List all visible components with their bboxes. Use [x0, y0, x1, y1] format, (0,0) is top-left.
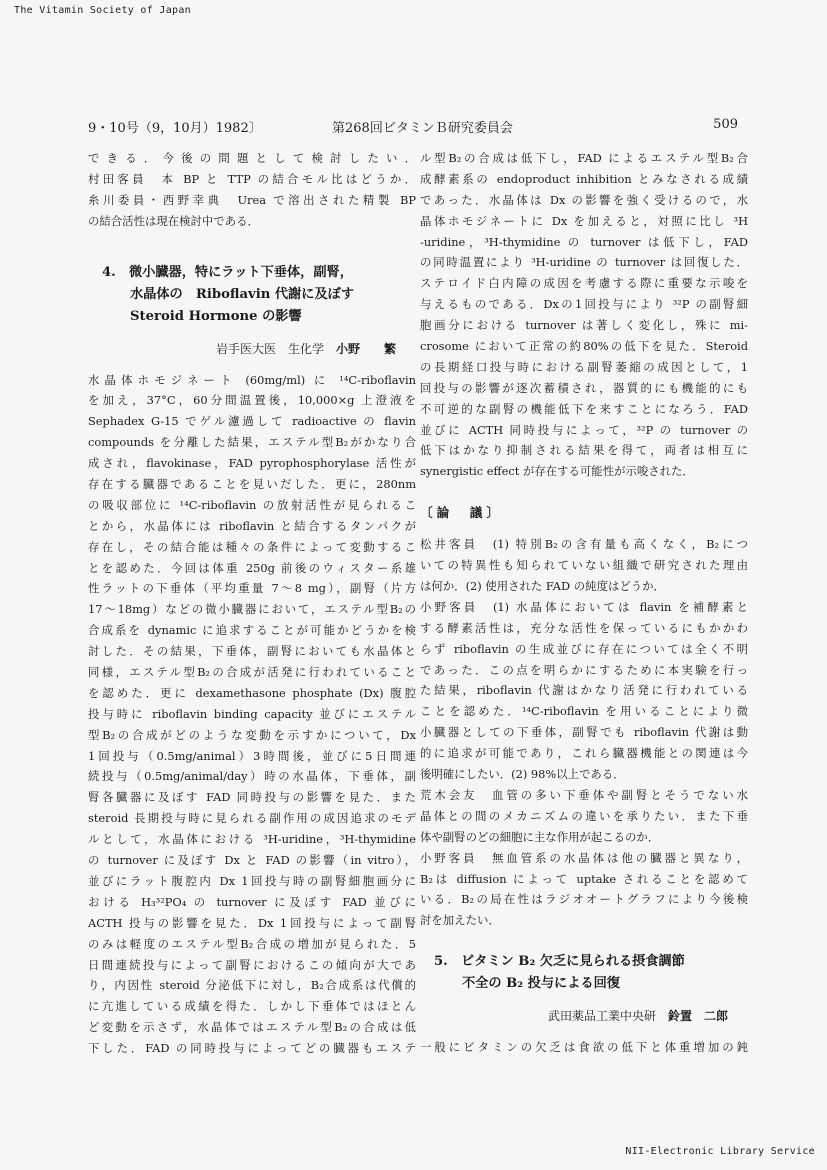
- text-line: の turnover に及ぼす Dx と FAD の影響（in vitro），: [88, 853, 416, 868]
- text-line: 続投与（0.5mg/animal/day）時の水晶体，下垂体，副: [88, 769, 416, 784]
- text-line: できる．今後の問題として検討したい．: [88, 151, 416, 165]
- text-line: 荒木会友 血管の多い下垂体や副腎とそうでない水: [420, 787, 748, 802]
- organization-watermark: The Vitamin Society of Japan: [14, 5, 191, 16]
- text-line: ル型B₂の合成は低下し，FAD によるエステル型B₂合: [420, 151, 748, 165]
- text-line: 的に追求が可能であり，これら臓器機能との関連は今: [420, 746, 748, 761]
- meeting-title: 第268回ビタミンＢ研究委員会: [332, 121, 513, 136]
- text-line: 一般にビタミンの欠乏は食欲の低下と体重増加の鈍: [420, 1040, 748, 1055]
- right-column: [420, 148, 748, 1058]
- article-4-author: [88, 338, 416, 360]
- text-line: の結合活性は現在検討中である．: [88, 213, 259, 228]
- text-line: ルとして，水晶体における ³H-uridine，³H-thymidine: [88, 832, 416, 847]
- text-line: する酵素活性は，充分な活性を保っているにもかかわ: [420, 620, 748, 635]
- text-line: 日間連続投与によって副腎におけるこの傾向が大であ: [88, 957, 416, 972]
- article-5-body: [420, 1037, 748, 1058]
- text-line: 晶体との間のメカニズムの違いを承りたい．また下垂: [420, 808, 748, 823]
- text-line: おける H₃³²PO₄ の turnover に及ぼす FAD 並びに: [88, 894, 416, 909]
- text-line: 並びにラット腹腔内 Dx 1回投与時の副腎細胞画分に: [88, 873, 416, 888]
- text-line: 下した．FAD の同時投与によってどの臓器もエステ: [88, 1041, 416, 1056]
- text-line: 胞画分における turnover は著しく変化し，殊に mi-: [420, 318, 748, 333]
- text-line: 与えるものである．Dxの1回投与により ³²P の副腎細: [420, 297, 748, 312]
- text-line: 糸川委員・西野幸典 Urea で溶出された精製 BP: [88, 192, 416, 207]
- text-line: 17～18mg）などの微小臓器において，エステル型B₂の: [88, 602, 416, 617]
- text-line: 小野客員 無血管系の水晶体は他の臓器と異なり，: [420, 850, 748, 865]
- article-4-body: [88, 370, 416, 1059]
- text-line: 合成系を dynamic に追求することが可能かどうかを検: [88, 623, 416, 638]
- text-line: compounds を分離した結果，エステル型B₂がかなり合: [88, 435, 416, 450]
- text-line: 性ラットの下垂体（平均重量 7～8 mg），副腎（片方: [88, 581, 416, 596]
- article-5-title: [420, 951, 748, 995]
- text-line: 同様，エステル型B₂の合成が活発に行われていること: [88, 665, 416, 680]
- text-line: ど変動を示さず，水晶体ではエステル型B₂の合成は低: [88, 1020, 416, 1035]
- text-line: らず riboflavin の生成並びに存在については全く不明: [420, 641, 748, 656]
- article-4-title: [88, 262, 416, 328]
- text-line: 型B₂の合成がどのような変動を示すかについて，Dx: [88, 727, 416, 742]
- text-line: いての特異性も知られていない組織で研究された理由: [420, 558, 748, 573]
- text-line: 存在する臓器であることを見いだした．更に，280nm: [88, 477, 416, 492]
- text-line: 存在し，その結合能は種々の条件によって変動するこ: [88, 539, 416, 554]
- text-line: 不可逆的な副腎の機能低下を来すことになろう．FAD: [420, 401, 748, 416]
- text-line: り，内因性 steroid 分泌低下に対し，B₂合成系は代償的: [88, 978, 416, 993]
- text-line: 松井客員 (1) 特別B₂の含有量も高くなく，B₂につ: [420, 537, 748, 552]
- text-line: 水晶体ホモジネート (60mg/ml) に ¹⁴C-riboflavin: [88, 372, 416, 387]
- text-line: 小野客員 (1) 水晶体においては flavin を補酵素と: [420, 599, 748, 614]
- issue-info: 9・10号（9，10月）1982〕: [88, 121, 262, 136]
- article-4-body-continued: [420, 148, 748, 482]
- text-line: を認めた．更に dexamethasone phosphate (Dx) 腹腔: [88, 685, 416, 700]
- text-line: に亢進している成績を得た．しかし下垂体ではほとん: [88, 999, 416, 1014]
- text-line: 投与時に riboflavin binding capacity 並びにエステル: [88, 706, 416, 721]
- text-line: steroid 長期投与時に見られる副作用の成因追求のモデ: [88, 811, 416, 826]
- text-line: 後明確にしたい．(2) 98%以上である．: [420, 767, 625, 782]
- library-footer: NII-Electronic Library Service: [625, 1146, 815, 1157]
- text-line: の同時温置により ³H-uridine の turnover は回復した．: [420, 255, 748, 270]
- text-line: 成酵素系の endoproduct inhibition とみなされる成績: [420, 171, 748, 186]
- text-line: 小臓器としての下垂体，副腎でも riboflavin 代謝は動: [420, 725, 748, 740]
- text-line: とを認めた．今回は体重 250g 前後のウィスター系雄: [88, 560, 416, 575]
- affiliation: 武田薬品工業中央研: [547, 1009, 668, 1024]
- text-line: であった．水晶体は Dx の影響を強く受けるので，水: [420, 192, 748, 207]
- text-line: 並びに ACTH 同時投与によって，³²P の turnover の: [420, 422, 748, 437]
- text-line: た結果，riboflavin 代謝はかなり活発に行われている: [420, 683, 748, 698]
- discussion-heading: 〔論 議〕: [420, 505, 503, 521]
- text-line: 1回投与（0.5mg/animal）3時間後，並びに5日間連: [88, 748, 416, 763]
- text-line: であった．この点を明らかにするために本実験を行っ: [420, 662, 748, 677]
- text-line: ことを認めた．¹⁴C-riboflavin を用いることにより微: [420, 704, 748, 719]
- title-line: 4. 微小臓器，特にラット下垂体，副腎，: [102, 264, 353, 280]
- author-name: 小野 繁: [335, 341, 396, 356]
- text-line: Sephadex G-15 でゲル濾過して radioactive の flavin: [88, 414, 416, 429]
- text-line: いる．B₂の局在性はラジオオートグラフにより今後検: [420, 892, 748, 907]
- discussion-body: [420, 534, 748, 931]
- title-line: 不全の B₂ 投与による回復: [462, 976, 620, 992]
- text-line: ACTH 投与の影響を見た．Dx 1回投与によって副腎: [88, 915, 416, 930]
- text-line: 成され，flavokinase，FAD pyrophosphorylase 活性が: [88, 456, 416, 471]
- text-line: とから，水晶体には riboflavin と結合するタンパクが: [88, 518, 416, 533]
- article-5-author: [420, 1005, 748, 1027]
- text-line: 腎各臓器に及ぼす FAD 同時投与の影響を見た．また: [88, 790, 416, 805]
- text-line: 討を加えたい．: [420, 913, 500, 928]
- text-line: -uridine，³H-thymidine の turnover は低下し，FAD: [420, 234, 748, 249]
- left-column: [88, 148, 416, 1059]
- affiliation: 岩手医大医 生化学: [215, 341, 336, 356]
- text-line: ステロイド白内障の成因を考慮する際に重要な示唆を: [420, 276, 748, 291]
- title-line: 5. ビタミン B₂ 欠乏に見られる摂食調節: [434, 954, 685, 970]
- text-line: のみは軽度のエステル型B₂合成の増加が見られた．5: [88, 936, 416, 951]
- text-line: は何か．(2) 使用された FAD の純度はどうか．: [420, 579, 665, 594]
- text-line: 晶体ホモジネートに Dx を加えると，対照に比し ³H: [420, 213, 748, 228]
- title-line: Steroid Hormone の影響: [130, 308, 302, 324]
- page-number: 509: [713, 117, 738, 132]
- text-line: crosome において正常の約80%の低下を見た．Steroid: [420, 339, 748, 354]
- running-header: [88, 117, 738, 135]
- author-name: 鈴置 二郎: [667, 1009, 728, 1024]
- title-line: 水晶体の Riboflavin 代謝に及ぼす: [130, 286, 355, 302]
- text-line: 討した．その結果，下垂体，副腎においても水晶体と: [88, 644, 416, 659]
- text-line: 村田客員 本 BP と TTP の結合モル比はどうか．: [88, 171, 416, 186]
- text-line: を加え，37°C，60分間温置後，10,000×g 上澄液を: [88, 393, 416, 408]
- text-line: 低下はかなり抑制される結果を得て，両者は相互に: [420, 443, 748, 458]
- text-line: B₂は diffusion によって uptake されることを認めて: [420, 871, 748, 886]
- text-line: synergistic effect が存在する可能性が示唆された．: [420, 464, 694, 479]
- text-line: の長期経口投与時における副腎萎縮の成因として，1: [420, 359, 748, 374]
- intro-paragraph: [88, 148, 416, 232]
- text-line: の吸収部位に ¹⁴C-riboflavin の放射活性が見られるこ: [88, 497, 416, 512]
- text-line: 体や副腎のどの細胞に主な作用が起こるのか．: [420, 829, 660, 844]
- text-line: 回投与の影響が逐次蓄積され，器質的にも機能的にも: [420, 380, 748, 395]
